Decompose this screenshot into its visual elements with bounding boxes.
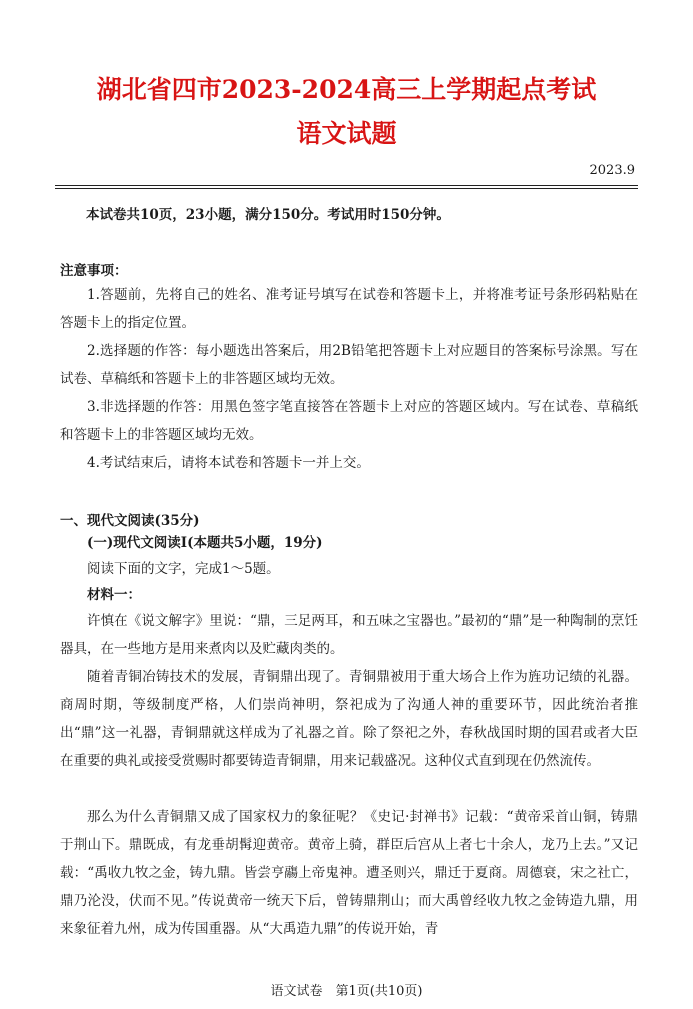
page-footer: 语文试卷 第1页(共10页) — [270, 984, 423, 999]
section-heading: 一、现代文阅读(35分) — [60, 513, 200, 529]
reading-instruction: 阅读下面的文字，完成1～5题。 — [87, 561, 280, 577]
exam-title: 湖北省四市2023-2024高三上学期起点考试 — [96, 75, 597, 104]
notice-item-4: 4.考试结束后，请将本试卷和答题卡一并上交。 — [87, 455, 370, 471]
paragraph-3: 那么为什么青铜鼎又成了国家权力的象征呢？《史记·封禅书》记载：“黄帝采首山铜，铸鼎于荆山下。鼎既成，有龙垂胡髯迎黄帝。黄帝上骑，群臣后宫从上者七十余人，龙乃上去。”又记载：“禹收九牧之金，铸九鼎。皆尝亨鬺上帝鬼神。遭圣则兴，鼎迁于夏商。周德衰，宋之社亡，鼎乃沦没，伏而不见。”传说黄帝一统天下后，曾铸鼎荆山；而大禹曾经收九牧之金铸造九鼎，用来象征着九州，成为传国重器。从“大禹造九鼎”的传说开始，青 — [60, 809, 638, 937]
notice-item-2: 2.选择题的作答：每小题选出答案后，用2B铅笔把答题卡上对应题目的答案标号涂黑。写在试卷、草稿纸和答题卡上的非答题区域均无效。 — [60, 343, 638, 387]
paragraph-1: 许慎在《说文解字》里说：“鼎，三足两耳，和五味之宝器也。”最初的“鼎”是一种陶制的烹饪器具，在一些地方是用来煮肉以及贮藏肉类的。 — [60, 613, 638, 657]
exam-date: 2023.9 — [589, 163, 635, 178]
paragraph-2: 随着青铜冶铸技术的发展，青铜鼎出现了。青铜鼎被用于重大场合上作为旌功记绩的礼器。商周时期，等级制度严格，人们崇尚神明，祭祀成为了沟通人神的重要环节，因此统治者推出“鼎”这一礼器，青铜鼎就这样成为了礼器之首。除了祭祀之外，春秋战国时期的国君或者大臣在重要的典礼或接受赏赐时都要铸造青铜鼎，用来记载盛况。这种仪式直到现在仍然流传。 — [60, 669, 638, 769]
material-label: 材料一： — [87, 587, 141, 603]
header-rule-bottom — [55, 188, 638, 189]
section-subheading: (一)现代文阅读Ⅰ(本题共5小题，19分) — [87, 535, 323, 551]
notice-heading: 注意事项： — [60, 263, 128, 279]
exam-info: 本试卷共10页，23小题，满分150分。考试用时150分钟。 — [86, 207, 450, 223]
notice-item-3: 3.非选择题的作答：用黑色签字笔直接答在答题卡上对应的答题区域内。写在试卷、草稿纸和答题卡上的非答题区域均无效。 — [60, 399, 638, 443]
notice-item-1: 1.答题前，先将自己的姓名、准考证号填写在试卷和答题卡上，并将准考证号条形码粘贴在答题卡上的指定位置。 — [60, 287, 638, 331]
exam-subject-title: 语文试题 — [296, 119, 397, 148]
header-rule-top — [55, 185, 638, 186]
